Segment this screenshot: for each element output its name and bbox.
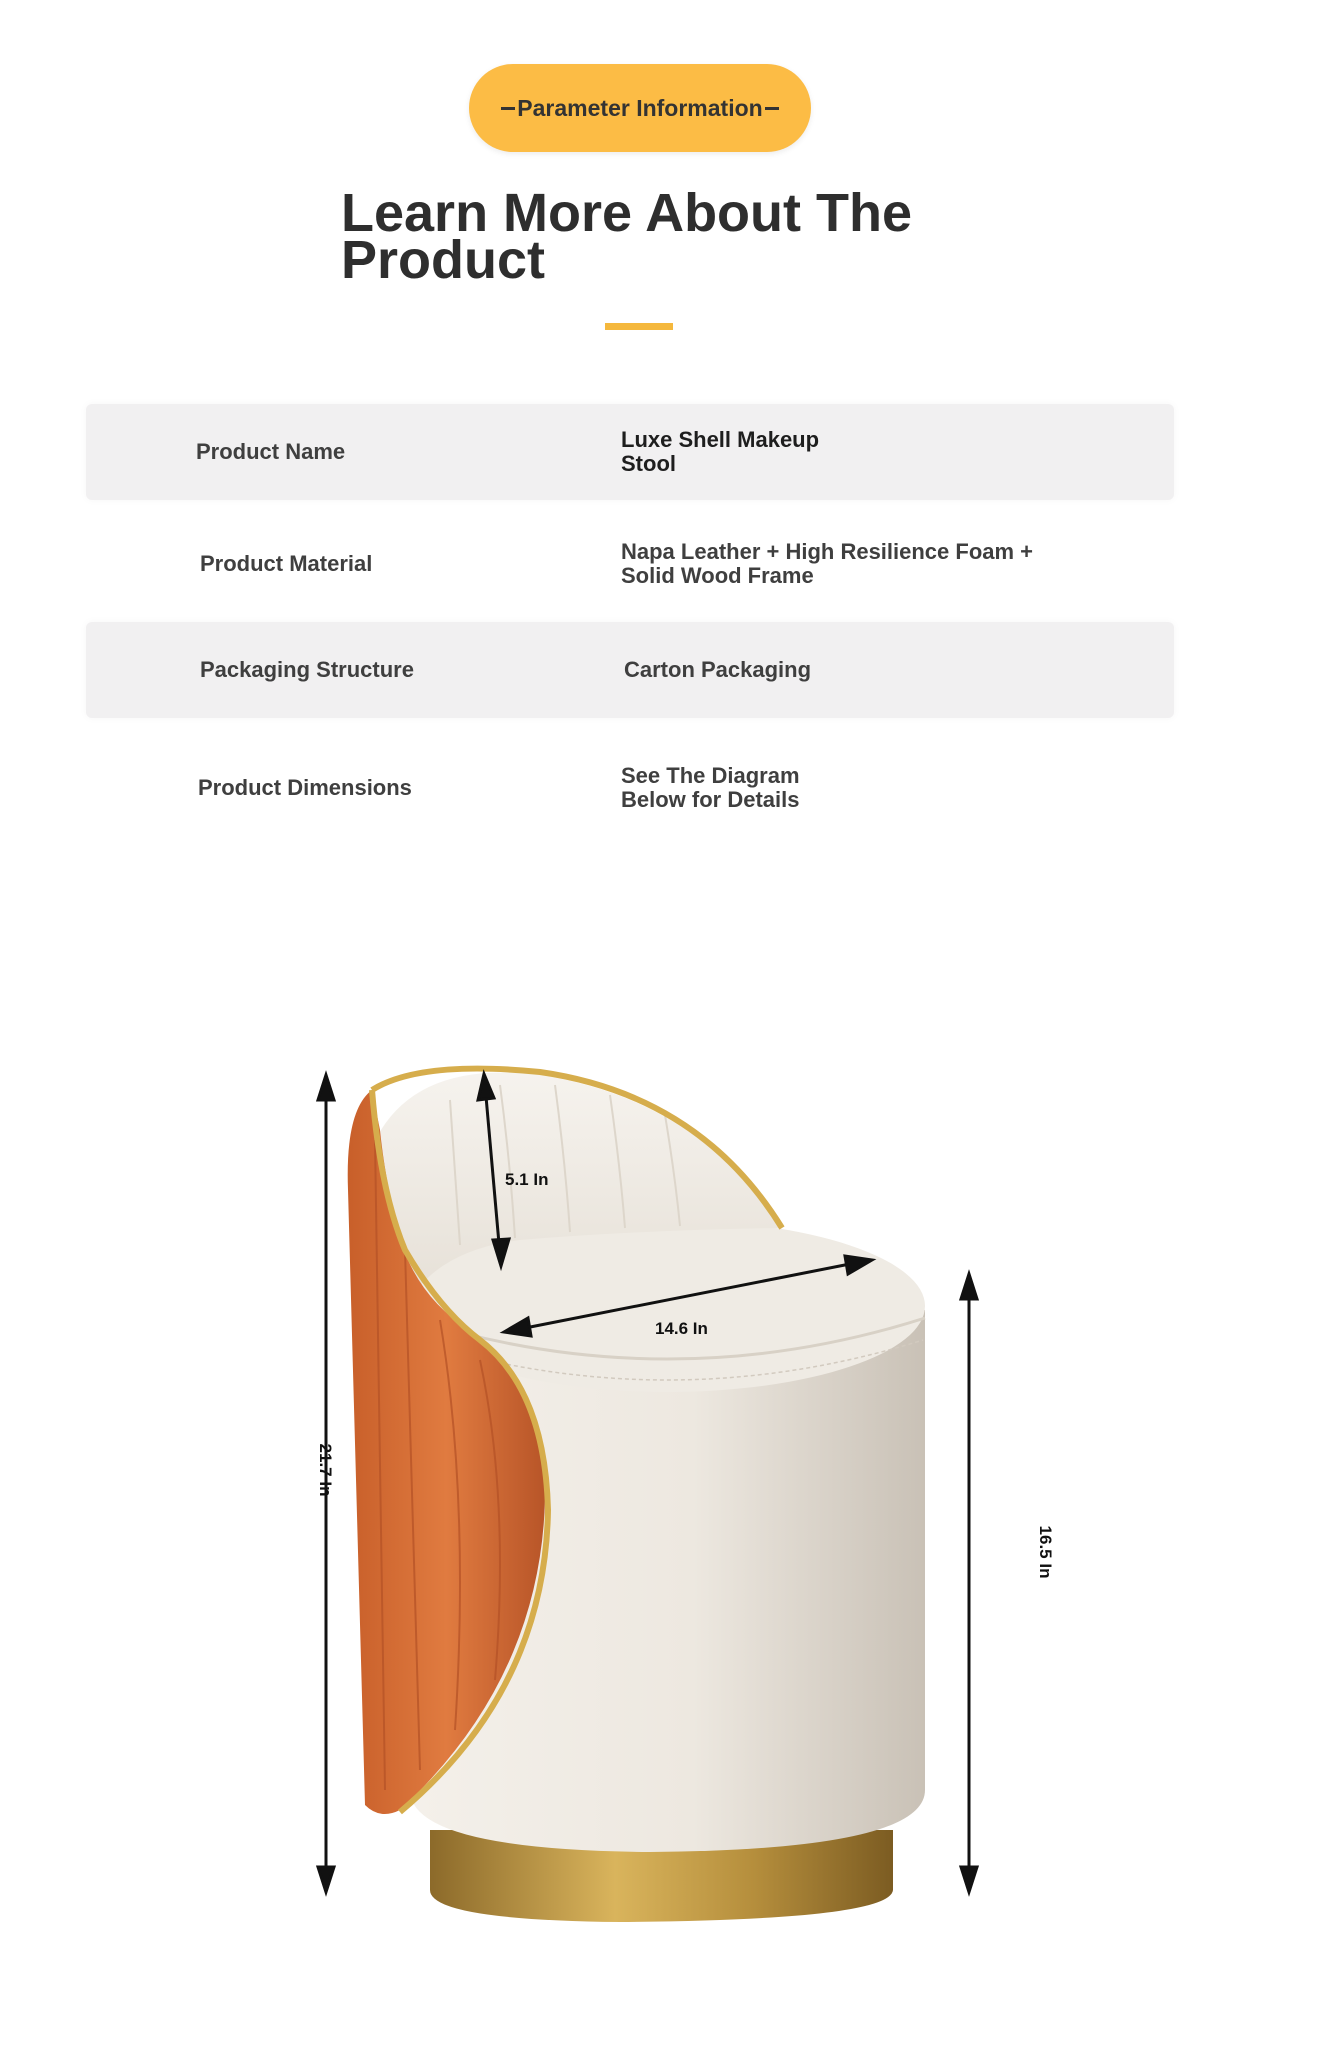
parameter-information-badge <box>469 64 811 152</box>
spec-label: Product Dimensions <box>198 775 412 800</box>
parameter-information-label: Parameter Information <box>517 94 763 121</box>
spec-label: Product Material <box>200 551 373 576</box>
spec-value: Napa Leather + High Resilience Foam + Solid Wood Frame <box>621 539 1034 588</box>
spec-row-product-material <box>86 516 1174 612</box>
total-height-label: 21.7 In <box>316 1443 335 1497</box>
spec-label: Packaging Structure <box>200 657 414 682</box>
spec-row-packaging-structure <box>86 622 1174 718</box>
spec-value: Carton Packaging <box>624 657 812 682</box>
spec-value: Luxe Shell Makeup Stool <box>621 427 820 476</box>
spec-label: Product Name <box>196 439 346 464</box>
left-dash-decoration <box>501 107 515 110</box>
spec-value: See The Diagram Below for Details <box>621 763 800 812</box>
right-dash-decoration <box>765 107 779 110</box>
stool-dimension-diagram <box>0 1000 1322 2048</box>
title-underline <box>605 323 673 330</box>
spec-row-product-name <box>86 404 1174 500</box>
seat-height-label: 16.5 In <box>1036 1525 1055 1579</box>
spec-row-product-dimensions <box>86 740 1174 836</box>
seat-width-label: 14.6 In <box>655 1319 708 1338</box>
backrest-depth-label: 5.1 In <box>505 1170 549 1189</box>
page-title: Learn More About The Product <box>341 183 913 290</box>
